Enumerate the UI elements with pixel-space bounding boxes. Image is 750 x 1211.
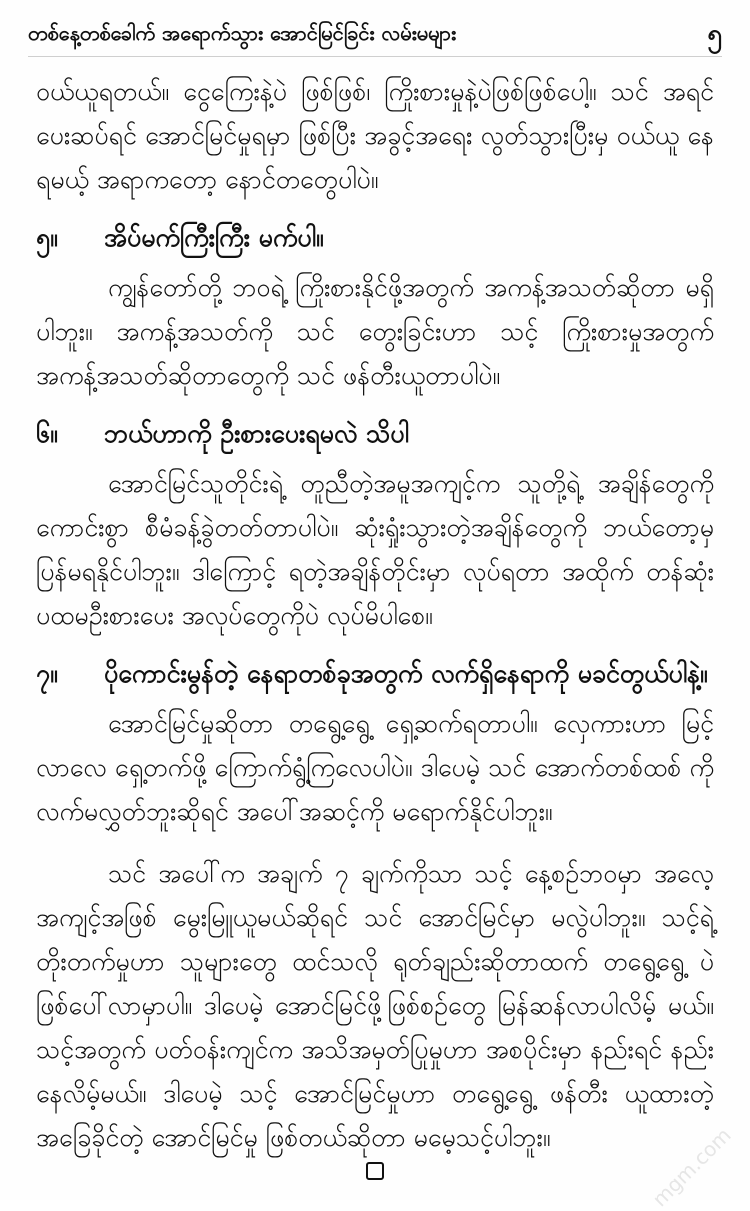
end-of-chapter-square-icon — [366, 1162, 384, 1180]
section-heading-6 — [36, 412, 714, 456]
section-title: ဘယ်ဟာကို ဦးစားပေးရမလဲ သိပါ — [104, 419, 409, 448]
paragraph-conclusion: သင် အပေါ်က အချက် ၇ ချက်ကိုသာ သင့် နေ့စဉ်ဘဝမှာ အလေ့ အကျင့်အဖြစ် မွေးမြူယူမယ်ဆိုရင် သင် အောင်မြင်မှာ မလွဲပါဘူး။ သင့်ရဲ့ တိုးတက်မှုဟာ သူများတွေ ထင်သလို ရုတ်ချည်းဆိုတာထက် တရွေ့ရွေ့ ပဲ ဖြစ်ပေါ်လာမှာပါ။ ဒါပေမဲ့ အောင်မြင်ဖို့ဖြစ်စဉ်တွေ မြန်ဆန်လာပါလိမ့် မယ်။ သင့်အတွက် ပတ်ဝန်းကျင်က အသိအမှတ်ပြုမှုဟာ အစပိုင်းမှာ နည်းရင် နည်းနေလိမ့်မယ်။ ဒါပေမဲ့ သင့် အောင်မြင်မှုဟာ တရွေ့ရွေ့ ဖန်တီး ယူထားတဲ့ အခြေခိုင်တဲ့ အောင်မြင်မှု ဖြစ်တယ်ဆိုတာ မမေ့သင့်ပါဘူး။ — [36, 859, 714, 1152]
section-number: ၆။ — [36, 419, 58, 448]
section-heading-7 — [36, 652, 714, 696]
running-header — [28, 14, 722, 57]
paragraph-section-7: အောင်မြင်မှုဆိုတာ တရွေ့ရွေ့ ရှေ့ဆက်ရတာပါ။ လှေကားဟာ မြင့် လာလေ ရှေ့တက်ဖို့ ကြောက်ရွံ့ကြလေပါပဲ။ ဒါပေမဲ့ သင် အောက်တစ်ထစ် ကို လက်မလွှတ်ဘူးဆိုရင် အပေါ်အဆင့်ကို မရောက်နိုင်ပါဘူး။ — [36, 709, 714, 826]
section-number: ၅။ — [36, 223, 58, 252]
paragraph-continued: ဝယ်ယူရတယ်။ ငွေကြေးနဲ့ပဲ ဖြစ်ဖြစ်၊ ကြိုးစားမှုနဲ့ပဲဖြစ်ဖြစ်ပေါ့။ သင် အရင် ပေးဆပ်ရင် အောင်မြင်မှုရမှာ ဖြစ်ပြီး အခွင့်အရေး လွတ်သွားပြီးမှ ဝယ်ယူ နေရမယ့် အရာကတော့ နောင်တတွေပါပဲ။ — [36, 77, 714, 194]
paragraph-section-6: အောင်မြင်သူတိုင်းရဲ့ တူညီတဲ့အမူအကျင့်က သူတို့ရဲ့ အချိန်တွေကို ကောင်းစွာ စီမံခန့်ခွဲတတ်တာပါပဲ။ ဆုံးရှုံးသွားတဲ့အချိန်တွေကို ဘယ်တော့မှ ပြန်မရနိုင်ပါဘူး။ ဒါကြောင့် ရတဲ့အချိန်တိုင်းမှာ လုပ်ရတာ အထိုက် တန်ဆုံး ပထမဦးစားပေး အလုပ်တွေကိုပဲ လုပ်မိပါစေ။ — [36, 469, 714, 630]
section-number: ၇။ — [36, 659, 58, 688]
watermark: mgm.com — [647, 1123, 736, 1211]
section-title: ပိုကောင်းမွန်တဲ့ နေရာတစ်ခုအတွက် လက်ရှိနေရာကို မခင်တွယ်ပါနဲ့။ — [104, 659, 708, 688]
paragraph-section-5: ကျွန်တော်တို့ ဘဝရဲ့ ကြိုးစားနိုင်ဖို့အတွက် အကန့်အသတ်ဆိုတာ မရှိပါဘူး။ အကန့်အသတ်ကို သင် တွေးခြင်းဟာ သင့် ကြိုးစားမှုအတွက် အကန့်အသတ်ဆိုတာတွေကို သင် ဖန်တီးယူတာပါပဲ။ — [36, 273, 714, 390]
section-title: အိပ်မက်ကြီးကြီး မက်ပါ။ — [104, 223, 324, 252]
page-content — [36, 70, 714, 1160]
section-heading-5 — [36, 216, 714, 260]
running-title: တစ်နေ့တစ်ခေါက် အရောက်သွား အောင်မြင်ခြင်း လမ်းမများ — [28, 21, 457, 45]
page-number: ၅ — [707, 18, 722, 49]
